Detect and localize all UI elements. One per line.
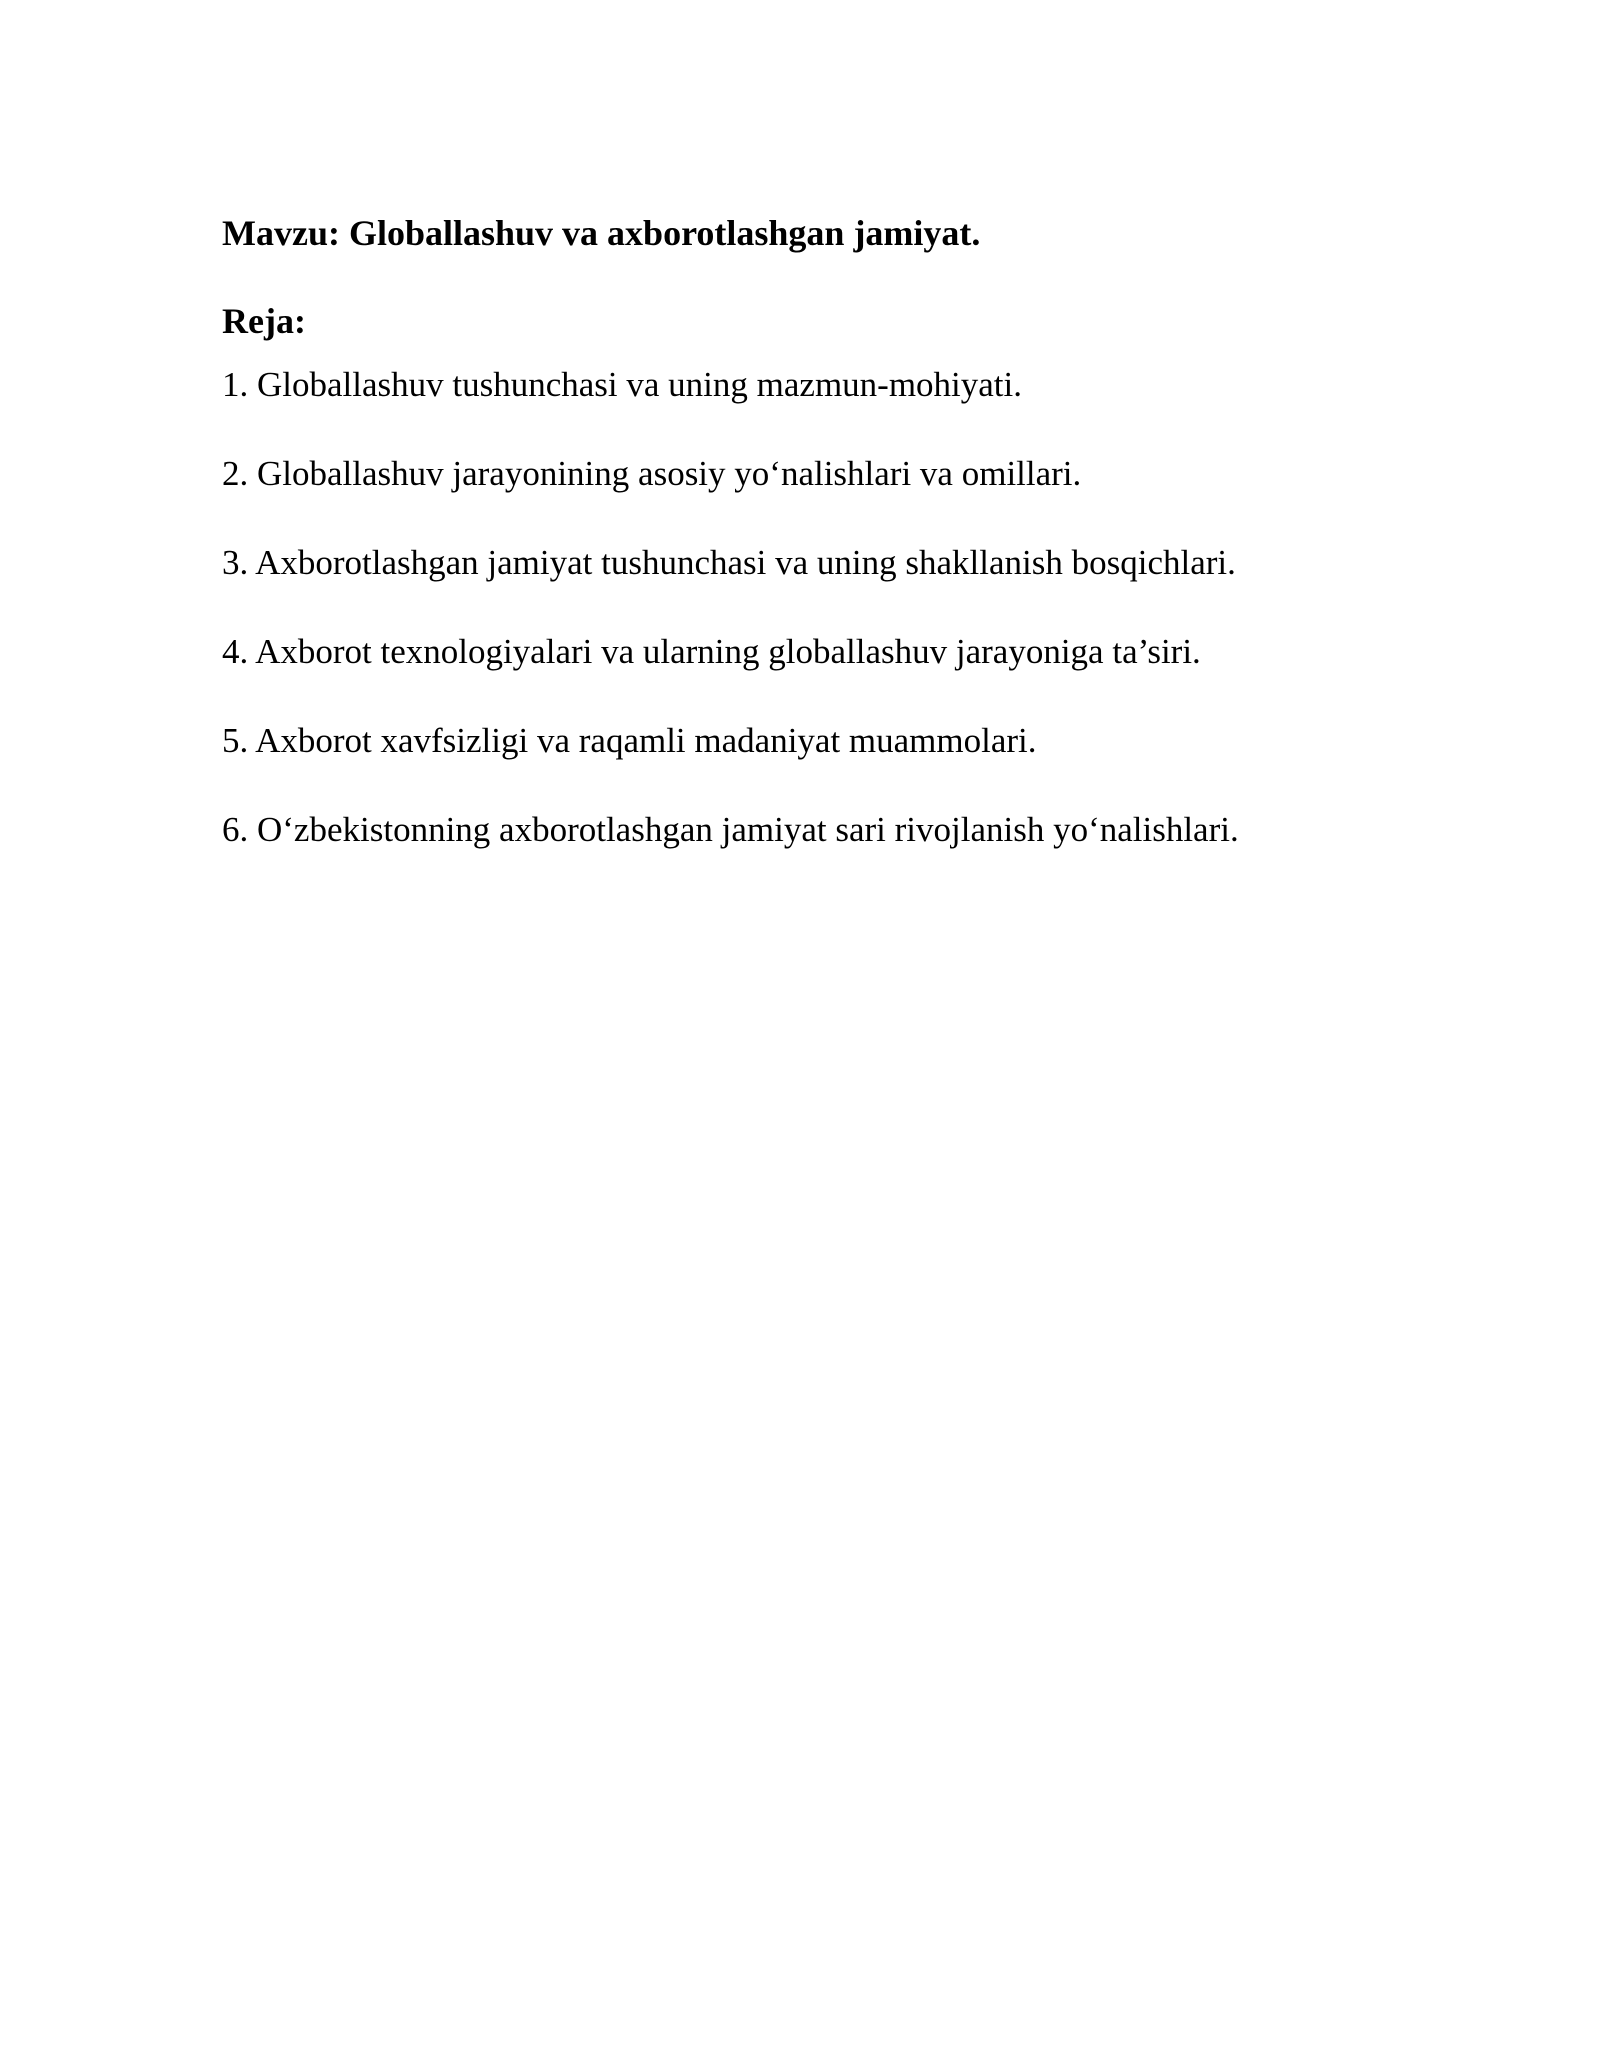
plan-list	[222, 357, 1422, 858]
plan-item-6: 6. O‘zbekistonning axborotlashgan jamiyat sari rivojlanish yo‘nalishlari.	[222, 810, 1239, 849]
plan-item-1: 1. Globallashuv tushunchasi va uning mazmun-mohiyati.	[222, 365, 1023, 404]
plan-item-5: 5. Axborot xavfsizligi va raqamli madaniyat muammolari.	[222, 721, 1037, 760]
document-content	[222, 205, 1422, 891]
plan-item-3: 3. Axborotlashgan jamiyat tushunchasi va uning shakllanish bosqichlari.	[222, 543, 1236, 582]
plan-item-2: 2. Globallashuv jarayonining asosiy yo‘nalishlari va omillari.	[222, 454, 1082, 493]
plan-item-4: 4. Axborot texnologiyalari va ularning globallashuv jarayoniga ta’siri.	[222, 632, 1201, 671]
page-title: Mavzu: Globallashuv va axborotlashgan jamiyat.	[222, 213, 981, 253]
plan-heading: Reja:	[222, 301, 306, 341]
